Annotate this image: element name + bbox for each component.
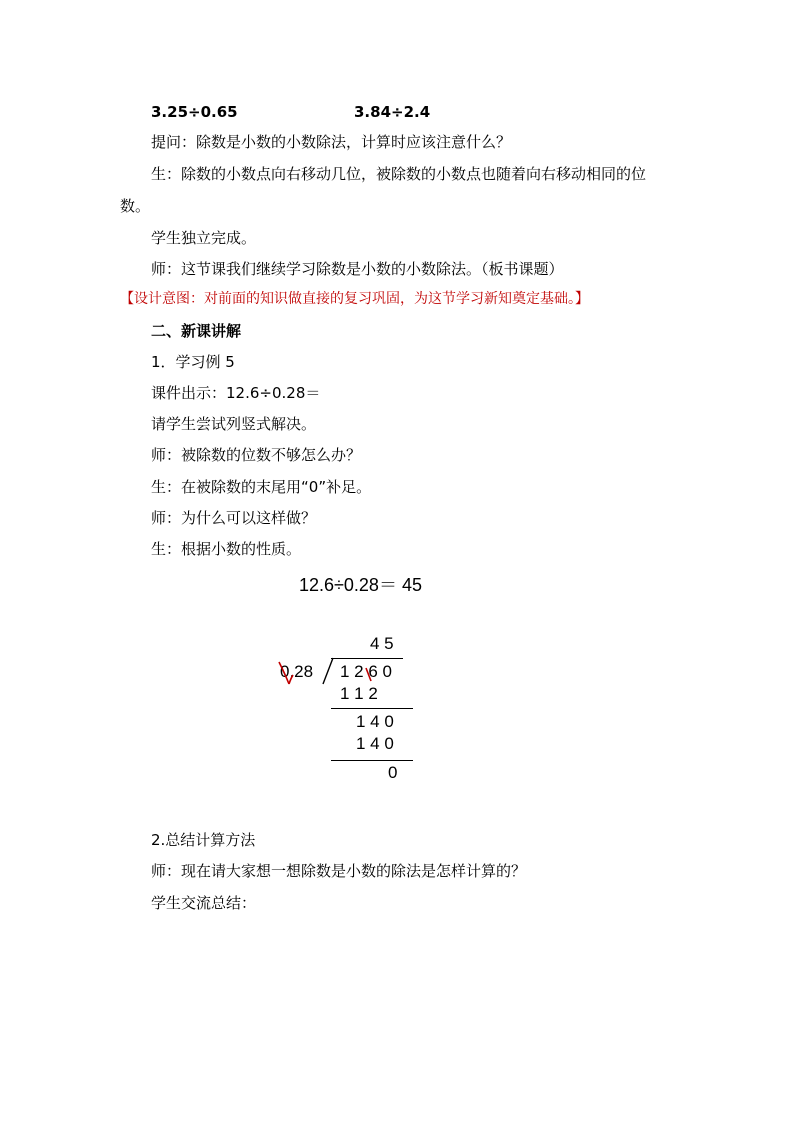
decimal-move-mark bbox=[364, 666, 374, 684]
design-intent-note: 【设计意图：对前面的知识做直接的复习巩固，为这节学习新知奠定基础。】 bbox=[120, 291, 589, 307]
subtraction-line-2 bbox=[331, 760, 413, 761]
review-expression-a: 3.25÷0.65 bbox=[151, 103, 238, 121]
step2-product: 1 4 0 bbox=[356, 734, 394, 753]
step2-title: 2.总结计算方法 bbox=[151, 831, 256, 849]
step1-product: 1 1 2 bbox=[340, 684, 378, 703]
review-expression-b: 3.84÷2.4 bbox=[354, 103, 431, 121]
student-answer-line2: 数。 bbox=[120, 197, 151, 215]
teacher-question2: 师：为什么可以这样做？ bbox=[151, 509, 317, 527]
step1-title: 1．学习例 5 bbox=[151, 353, 235, 371]
division-equation: 12.6÷0.28＝ 45 bbox=[299, 575, 422, 595]
section-heading: 二、新课讲解 bbox=[151, 322, 242, 340]
summary-teacher-question: 师：现在请大家想一想除数是小数的除法是怎样计算的？ bbox=[151, 862, 527, 880]
step1-remainder: 1 4 0 bbox=[356, 712, 394, 731]
student-answer1: 生：在被除数的末尾用“0”补足。 bbox=[151, 478, 372, 496]
divisor: 0.28 bbox=[280, 662, 314, 681]
ask-vertical-line: 请学生尝试列竖式解决。 bbox=[151, 415, 317, 433]
quotient: 4 5 bbox=[370, 634, 394, 653]
student-answer2: 生：根据小数的性质。 bbox=[151, 540, 302, 558]
dividend: 1 2 6 0 bbox=[340, 662, 392, 681]
decimal-shift-mark bbox=[277, 658, 295, 686]
student-answer-line1: 生：除数的小数点向右移动几位，被除数的小数点也随着向右移动相同的位 bbox=[151, 165, 647, 183]
division-bar bbox=[331, 658, 403, 659]
question-line: 提问：除数是小数的小数除法，计算时应该注意什么？ bbox=[151, 133, 512, 151]
teacher-intro-line: 师：这节课我们继续学习除数是小数的小数除法。（板书课题） bbox=[151, 260, 564, 278]
students-summarize-line: 学生交流总结： bbox=[151, 894, 257, 912]
final-remainder: 0 bbox=[388, 763, 398, 782]
courseware-line: 课件出示：12.6÷0.28＝ bbox=[151, 384, 321, 402]
subtraction-line-1 bbox=[331, 708, 413, 709]
teacher-question1: 师：被除数的位数不够怎么办？ bbox=[151, 446, 362, 464]
independent-work-line: 学生独立完成。 bbox=[151, 229, 257, 247]
division-bracket bbox=[320, 656, 336, 686]
